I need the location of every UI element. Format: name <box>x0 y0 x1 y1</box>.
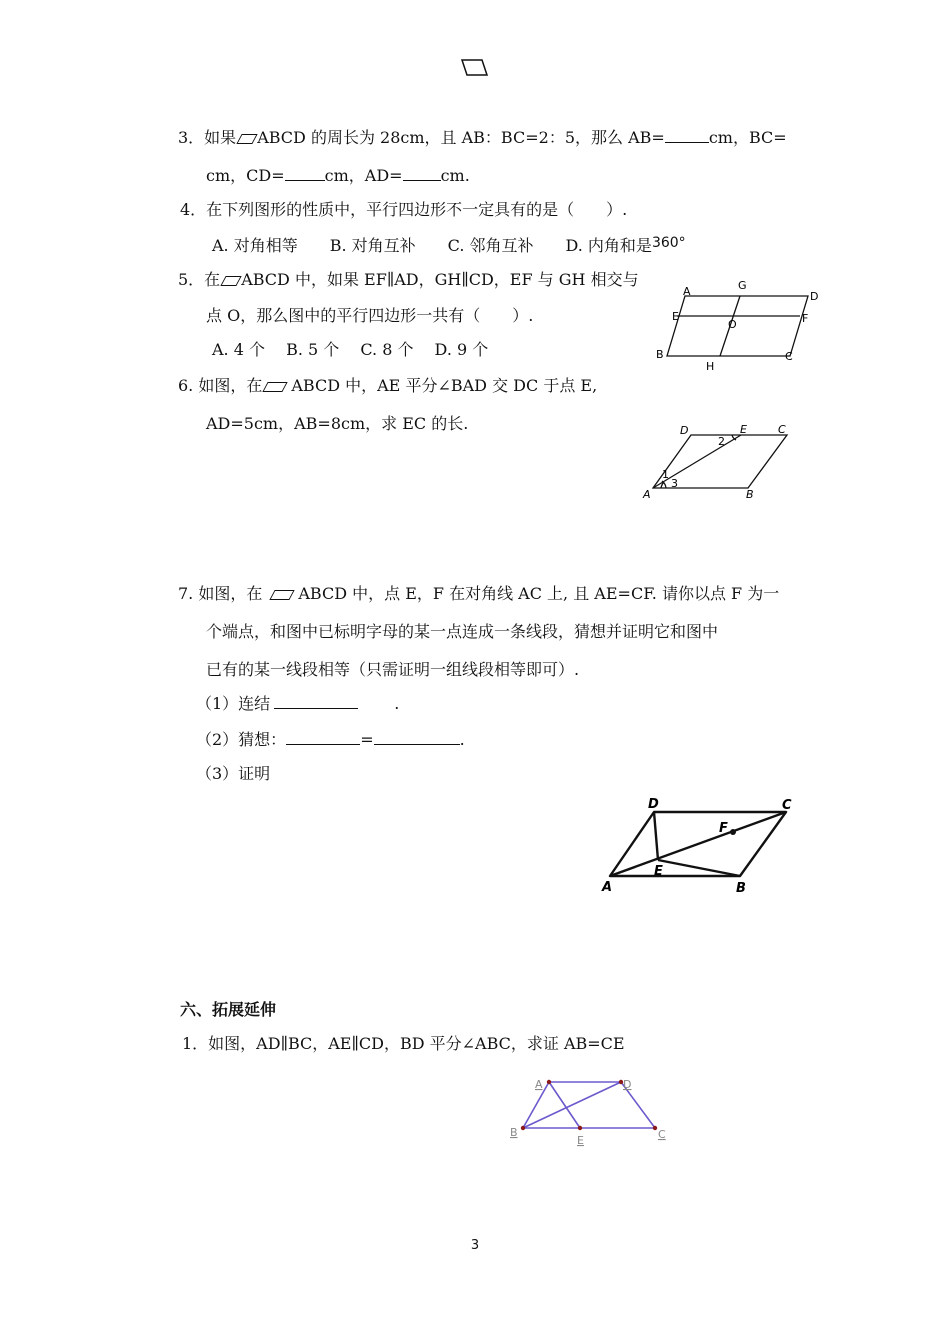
section6-q1: 1．如图，AD∥BC，AE∥CD，BD 平分∠ABC，求证 AB=CE <box>182 1034 625 1053</box>
angle-3: 3 <box>671 477 678 490</box>
parallelogram-icon <box>270 590 295 600</box>
angle-1: 1 <box>662 468 669 481</box>
parallelogram-icon <box>221 276 242 286</box>
label-a: A <box>643 488 651 501</box>
answer-blank[interactable] <box>374 730 460 745</box>
label-c: C <box>785 350 793 363</box>
label-d: D <box>623 1078 632 1091</box>
q3-line2: cm，CD= cm，AD= cm. <box>206 166 470 185</box>
parallelogram-icon <box>237 134 258 144</box>
q7-line1: 7. 如图，在 ABCD 中，点 E，F 在对角线 AC 上, 且 AE=CF. 请你以点 F 为一 <box>178 584 780 603</box>
point-f <box>730 829 736 835</box>
q7-part1: （1）连结 . <box>196 694 400 713</box>
label-e: E <box>654 864 663 879</box>
parallelogram-icon <box>263 382 288 392</box>
page-number: 3 <box>470 1238 480 1253</box>
answer-blank[interactable] <box>286 730 360 745</box>
label-o: O <box>728 318 737 331</box>
degree-value: 360° <box>651 235 686 251</box>
label-f: F <box>802 312 809 325</box>
answer-blank[interactable] <box>274 694 358 709</box>
q7-part2: （2）猜想： = . <box>196 730 465 749</box>
answer-blank[interactable] <box>403 166 441 181</box>
figure-q6 <box>640 420 800 505</box>
answer-blank[interactable] <box>285 166 325 181</box>
label-g: G <box>738 279 747 292</box>
label-h: H <box>706 360 715 373</box>
label-f: F <box>719 821 728 836</box>
segment-eb <box>658 860 740 876</box>
section-title: 六、拓展延伸 <box>180 1000 277 1019</box>
label-a: A <box>683 285 691 298</box>
label-b: B <box>746 488 754 501</box>
q7-line2: 个端点，和图中已标明字母的某一点连成一条线段，猜想并证明它和图中 <box>206 622 719 641</box>
label-b: B <box>656 348 664 361</box>
label-b: B <box>736 881 746 896</box>
label-d: D <box>810 290 819 303</box>
label-c: C <box>782 798 792 813</box>
figure-extension <box>505 1072 680 1152</box>
answer-blank[interactable] <box>665 128 709 143</box>
label-e: E <box>672 310 679 323</box>
label-e: E <box>577 1134 584 1147</box>
angle-2: 2 <box>718 435 725 448</box>
label-d: D <box>680 424 689 437</box>
label-b: B <box>510 1126 518 1139</box>
figure-q7 <box>598 792 808 902</box>
label-c: C <box>658 1128 666 1141</box>
segment-de <box>654 812 658 860</box>
label-a: A <box>602 880 613 895</box>
q6-line2: AD=5cm，AB=8cm，求 EC 的长. <box>206 414 469 433</box>
figure-q5 <box>650 278 830 373</box>
label-a: A <box>535 1078 543 1091</box>
label-e: E <box>740 423 747 436</box>
label-d: D <box>648 797 659 812</box>
q5-line2: 点 O，那么图中的平行四边形一共有（ ）. <box>206 306 534 325</box>
parallelogram-symbol <box>460 58 490 78</box>
q3-line1: 3．如果 ABCD 的周长为 28cm，且 AB：BC=2：5，那么 AB= cm，BC= <box>178 128 787 147</box>
q5-options: A. 4 个 B. 5 个 C. 8 个 D. 9 个 <box>212 340 489 359</box>
q5-line1: 5．在 ABCD 中，如果 EF∥AD，GH∥CD，EF 与 GH 相交与 <box>178 270 639 289</box>
q4-stem: 4．在下列图形的性质中，平行四边形不一定具有的是（ ）. <box>180 200 628 219</box>
q7-part3: （3）证明 <box>196 764 271 783</box>
diagonal-ac <box>610 812 786 876</box>
q4-options: A. 对角相等 B. 对角互补 C. 邻角互补 D. 内角和是360° <box>212 235 686 255</box>
label-c: C <box>778 423 786 436</box>
q7-line3: 已有的某一线段相等（只需证明一组线段相等即可）. <box>206 660 580 679</box>
q6-line1: 6. 如图，在 ABCD 中，AE 平分∠BAD 交 DC 于点 E, <box>178 376 598 395</box>
